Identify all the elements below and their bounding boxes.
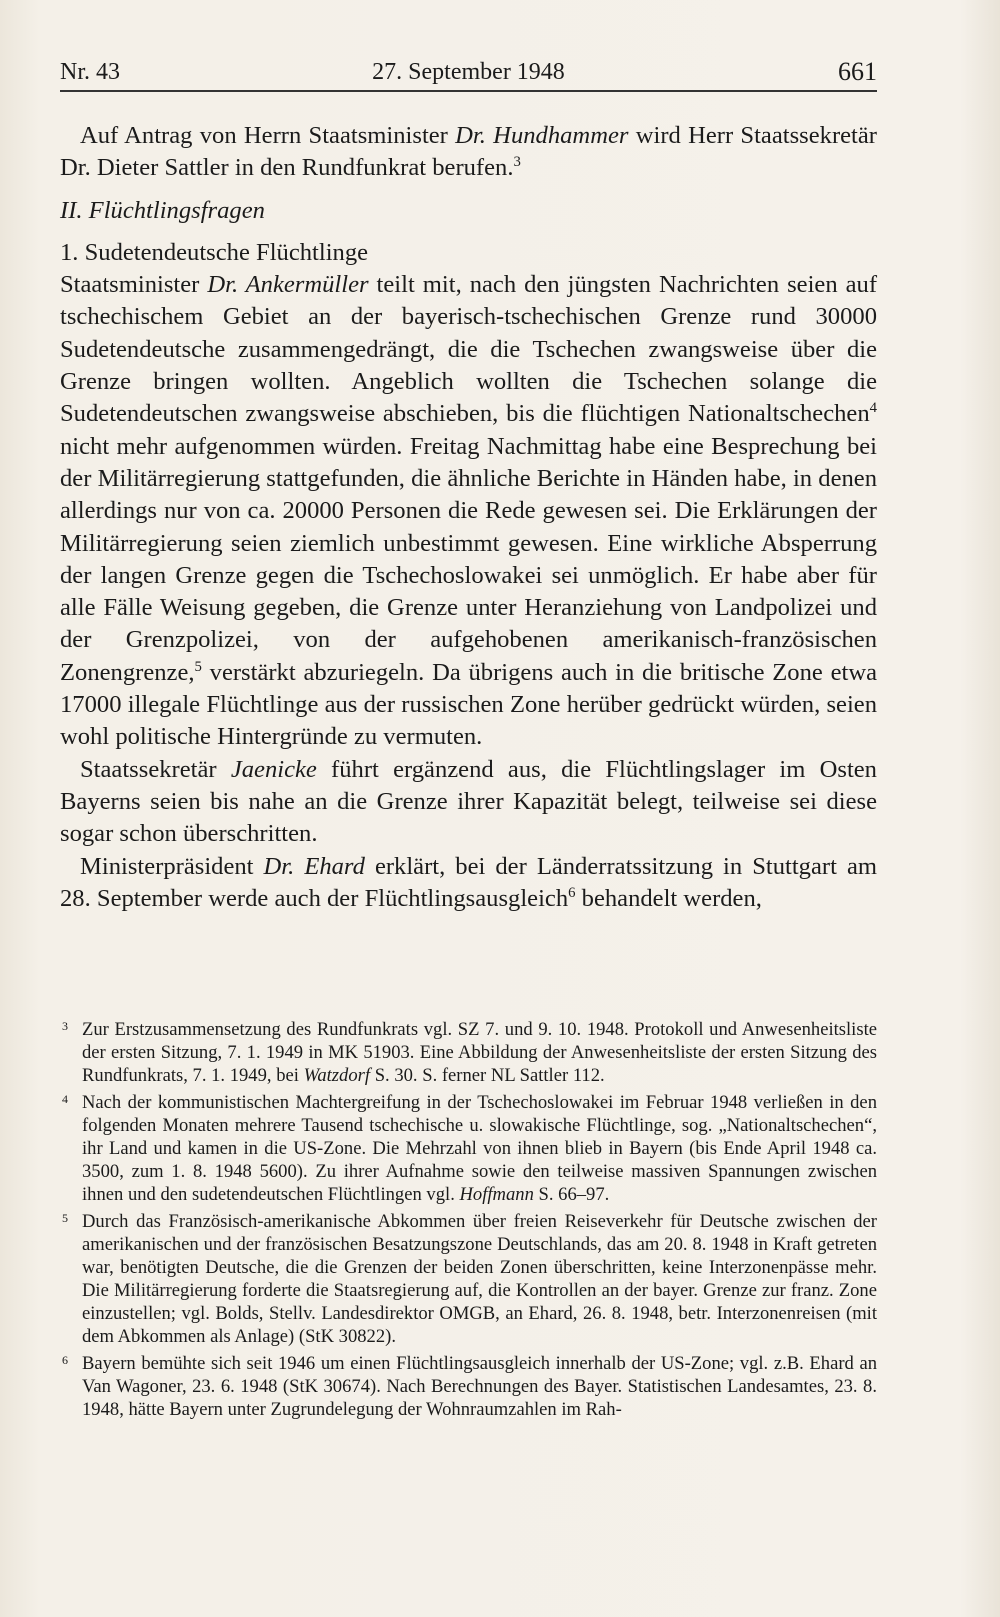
footnote-text: Durch das Französisch-amerikanische Abkommen über freien Reiseverkehr für Deutsche zwischen der amerikanischen und der französischen Besatzungszone Deutschlands, das am 20. 8. 1948 in Kraft getreten war, benötigten Deutsche, die die Grenzen der beiden Zonen überschritten, keine Interzonenpässe mehr. Die Militärregierung forderte die Staatsregierung auf, die Kontrollen an der bayer. Grenze zur franz. Zone einzustellen; vgl. Bolds, Stellv. Landesdirektor OMGB, an Ehard, 26. 8. 1948, betr. Interzonenreisen (mit dem Abkommen als Anlage) (StK 30822). <box>82 1211 877 1347</box>
subsection-heading: 1. Sudetendeutsche Flüchtlinge <box>60 238 369 266</box>
footnote-text <box>82 1091 877 1206</box>
footnote-ref: 6 <box>568 884 576 901</box>
footnote-number: 4 <box>62 1092 68 1106</box>
text-span: teilt mit, nach den jüngsten Nachrichten seien auf tschechischem Gebiet an der bayerisch-tschechischen Grenze rund 30000 Sudetendeutsche zusammengedrängt, die die Tschechen zwangsweise über die Grenze bringen wollten. Angeblich wollten die Tschechen solange die Sudetendeutschen zwangsweise abschieben, bis die flüchtigen Nationaltschechen <box>60 271 878 428</box>
person-name: Dr. Ankermüller <box>207 271 369 299</box>
paragraph-ankermueller <box>60 269 877 753</box>
paragraph-ehard <box>60 851 877 916</box>
footnotes <box>60 1018 877 1425</box>
footnote-number: 5 <box>62 1211 68 1225</box>
text-span: verstärkt abzuriegeln. Da übrigens auch in die britische Zone etwa 17000 illegale Flüchtlinge aus der russischen Zone herüber gedrückt würden, seien wohl politische Hintergründe zu vermuten. <box>60 658 877 751</box>
section-heading: II. Flüchtlingsfragen <box>60 196 265 224</box>
person-name: Jaenicke <box>230 755 317 783</box>
text-span: Zur Erstzusammensetzung des Rundfunkrats vgl. SZ 7. und 9. 10. 1948. Protokoll und Anwesenheitsliste der ersten Sitzung, 7. 1. 1949 in MK 51903. Eine Abbildung der Anwesenheitsliste der ersten Sitzung des Rundfunkrats, 7. 1. 1949, bei <box>82 1019 877 1086</box>
text-span: S. 66–97. <box>533 1184 610 1205</box>
footnote-ref: 5 <box>194 658 202 675</box>
header-date: 27. September 1948 <box>372 59 565 85</box>
footnote-text <box>82 1018 877 1087</box>
paragraph-jaenicke <box>60 754 877 851</box>
footnote-number: 3 <box>62 1019 68 1033</box>
footnote-ref: 3 <box>513 154 521 171</box>
main-text <box>60 120 877 915</box>
paragraph-rundfunkrat <box>60 120 877 185</box>
text-span: S. 30. S. ferner NL Sattler 112. <box>370 1065 605 1086</box>
running-header <box>60 54 877 92</box>
text-span: behandelt werden, <box>575 884 762 912</box>
footnote-5 <box>60 1210 877 1348</box>
text-span: führt ergänzend aus, die Flüchtlingslager im Osten Bayerns seien bis nahe an die Grenze ihrer Kapazität belegt, teilweise sei diese sogar schon überschritten. <box>60 755 877 848</box>
text-span: Staatsminister <box>60 271 208 299</box>
text-span: erklärt, bei der Länderratssitzung in Stuttgart am 28. September werde auch der Flüchtlingsausgleich <box>60 852 878 912</box>
text-span: nicht mehr aufgenommen würden. Freitag Nachmittag habe eine Besprechung bei der Militärregierung stattgefunden, die ähnliche Berichte in Händen habe, in denen allerdings nur von ca. 20000 Personen die Rede gewesen sei. Die Erklärungen der Militärregierung seien ziemlich unbestimmt gewesen. Eine wirkliche Absperrung der langen Grenze gegen die Tschechoslowakei sei unmöglich. Er habe aber für alle Fälle Weisung gegeben, die Grenze unter Heranziehung von Landpolizei und der Grenzpolizei, von der aufgehobenen amerikanisch-französischen Zonengrenze, <box>60 432 877 686</box>
text-span: Staatssekretär <box>80 755 231 783</box>
footnote-4 <box>60 1091 877 1206</box>
text-span: Ministerpräsident <box>80 852 264 880</box>
text-span: Auf Antrag von Herrn Staatsminister <box>80 122 456 149</box>
person-name: Dr. Hundhammer <box>455 122 629 149</box>
text-span: Nach der kommunistischen Machtergreifung in der Tschechoslowakei im Februar 1948 verließen in den folgenden Monaten mehrere Tausend tschechische u. slowakische Flüchtlinge, sog. „Nationaltschechen“, ihr Land und kamen in die US-Zone. Die Mehrzahl von ihnen blieb in Bayern (bis Ende April 1948 ca. 3500, zum 1. 8. 1948 5600). Zu ihrer Aufnahme sowie den teilweise massiven Spannungen zwischen ihnen und den sudetendeutschen Flüchtlingen vgl. <box>82 1092 877 1205</box>
footnote-3 <box>60 1018 877 1087</box>
author-name: Hoffmann <box>459 1184 534 1205</box>
footnote-ref: 4 <box>869 400 877 417</box>
author-name: Watzdorf <box>303 1065 371 1086</box>
footnote-number: 6 <box>62 1353 68 1367</box>
footnote-text: Bayern bemühte sich seit 1946 um einen Flüchtlingsausgleich innerhalb der US-Zone; vgl. z.B. Ehard an Van Wagoner, 23. 6. 1948 (StK 30674). Nach Berechnungen des Bayer. Statistischen Landesamtes, 23. 8. 1948, hätte Bayern unter Zugrundelegung der Wohnraumzahlen im Rah- <box>82 1353 877 1420</box>
person-name: Dr. Ehard <box>263 852 365 880</box>
page-number: 661 <box>838 57 877 86</box>
text-span: wird Herr Staatssekretär Dr. Dieter Sattler in den Rundfunkrat berufen. <box>60 122 877 182</box>
issue-number: Nr. 43 <box>60 59 120 85</box>
footnote-6 <box>60 1352 877 1421</box>
